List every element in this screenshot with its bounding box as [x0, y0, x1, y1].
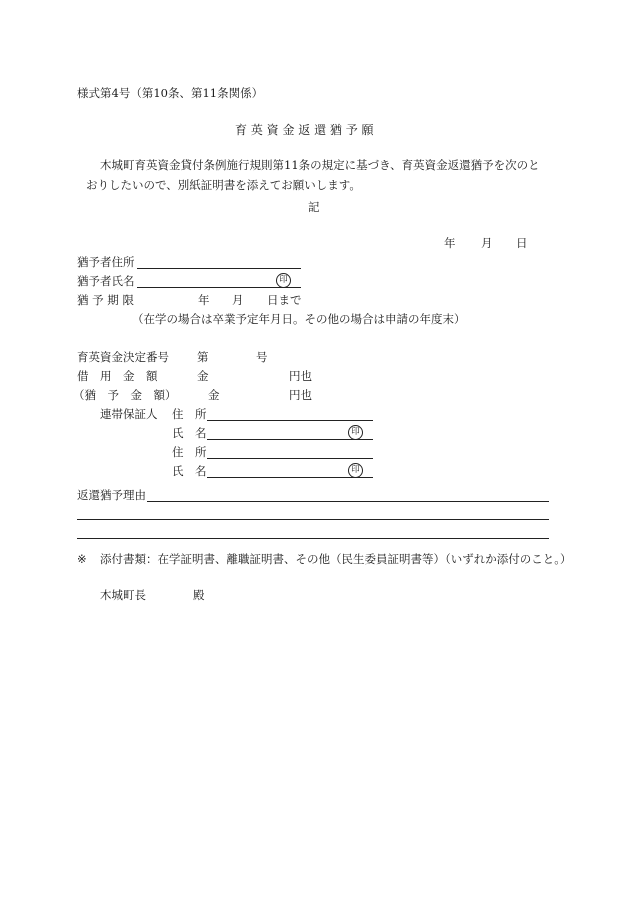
loan-amount-prefix: 金 [197, 369, 209, 383]
form-number: 様式第4号（第10条、第11条関係） [77, 86, 264, 100]
guarantor-2-address-field[interactable] [207, 458, 373, 459]
applicant-address-label: 猶予者住所 [77, 255, 135, 269]
guarantor-1-name-label: 氏 名 [172, 426, 207, 440]
guarantor-label: 連帯保証人 [100, 407, 158, 421]
guarantor-2-name-field[interactable] [207, 477, 373, 478]
body-text-line-2: おりしたいので、別紙証明書を添えてお願いします。 [86, 178, 361, 192]
applicant-name-label: 猶予者氏名 [77, 274, 135, 288]
applicant-name-field[interactable] [137, 287, 301, 288]
deferral-amount-suffix: 円也 [289, 388, 312, 402]
attachments-mark: ※ [77, 552, 87, 566]
decision-number-prefix: 第 [197, 350, 209, 364]
period-year: 年 [198, 293, 210, 307]
guarantor-1-name-field[interactable] [207, 439, 373, 440]
decision-number-label: 育英資金決定番号 [77, 350, 169, 364]
guarantor-2-address-label: 住 所 [172, 445, 207, 459]
form-title: 育 英 資 金 返 還 猶 予 願 [235, 123, 374, 137]
reason-label: 返還猶予理由 [77, 488, 146, 502]
loan-amount-label: 借 用 金 額 [77, 369, 158, 383]
applicant-address-field[interactable] [137, 268, 301, 269]
loan-amount-suffix: 円也 [289, 369, 312, 383]
body-text-line-1: 木城町育英資金貸付条例施行規則第11条の規定に基づき、育英資金返還猶予を次のと [100, 158, 540, 172]
deferral-amount-label: （猶 予 金 額） [73, 388, 177, 402]
reason-line-1[interactable] [147, 501, 549, 502]
applicant-seal-mark: 印 [276, 273, 291, 288]
guarantor-1-seal-mark: 印 [348, 425, 363, 440]
reason-line-3[interactable] [77, 538, 549, 539]
guarantor-1-address-field[interactable] [207, 420, 373, 421]
decision-number-suffix: 号 [256, 350, 268, 364]
deferral-amount-prefix: 金 [208, 388, 220, 402]
date-month: 月 [481, 236, 493, 250]
guarantor-2-name-label: 氏 名 [172, 464, 207, 478]
period-day-until: 日まで [267, 293, 302, 307]
reason-line-2[interactable] [77, 519, 549, 520]
date-year: 年 [444, 236, 456, 250]
period-month: 月 [232, 293, 244, 307]
addressee-honorific: 殿 [193, 588, 205, 602]
period-note: （在学の場合は卒業予定年月日。その他の場合は申請の年度末） [132, 312, 466, 326]
ki-label: 記 [308, 200, 320, 214]
period-label: 猶 予 期 限 [77, 293, 134, 307]
attachments-text: 添付書類：在学証明書、離職証明書、その他（民生委員証明書等）（いずれか添付のこと。） [100, 552, 572, 566]
addressee-name: 木城町長 [100, 588, 146, 602]
guarantor-1-address-label: 住 所 [172, 407, 207, 421]
guarantor-2-seal-mark: 印 [348, 463, 363, 478]
date-day: 日 [516, 236, 528, 250]
